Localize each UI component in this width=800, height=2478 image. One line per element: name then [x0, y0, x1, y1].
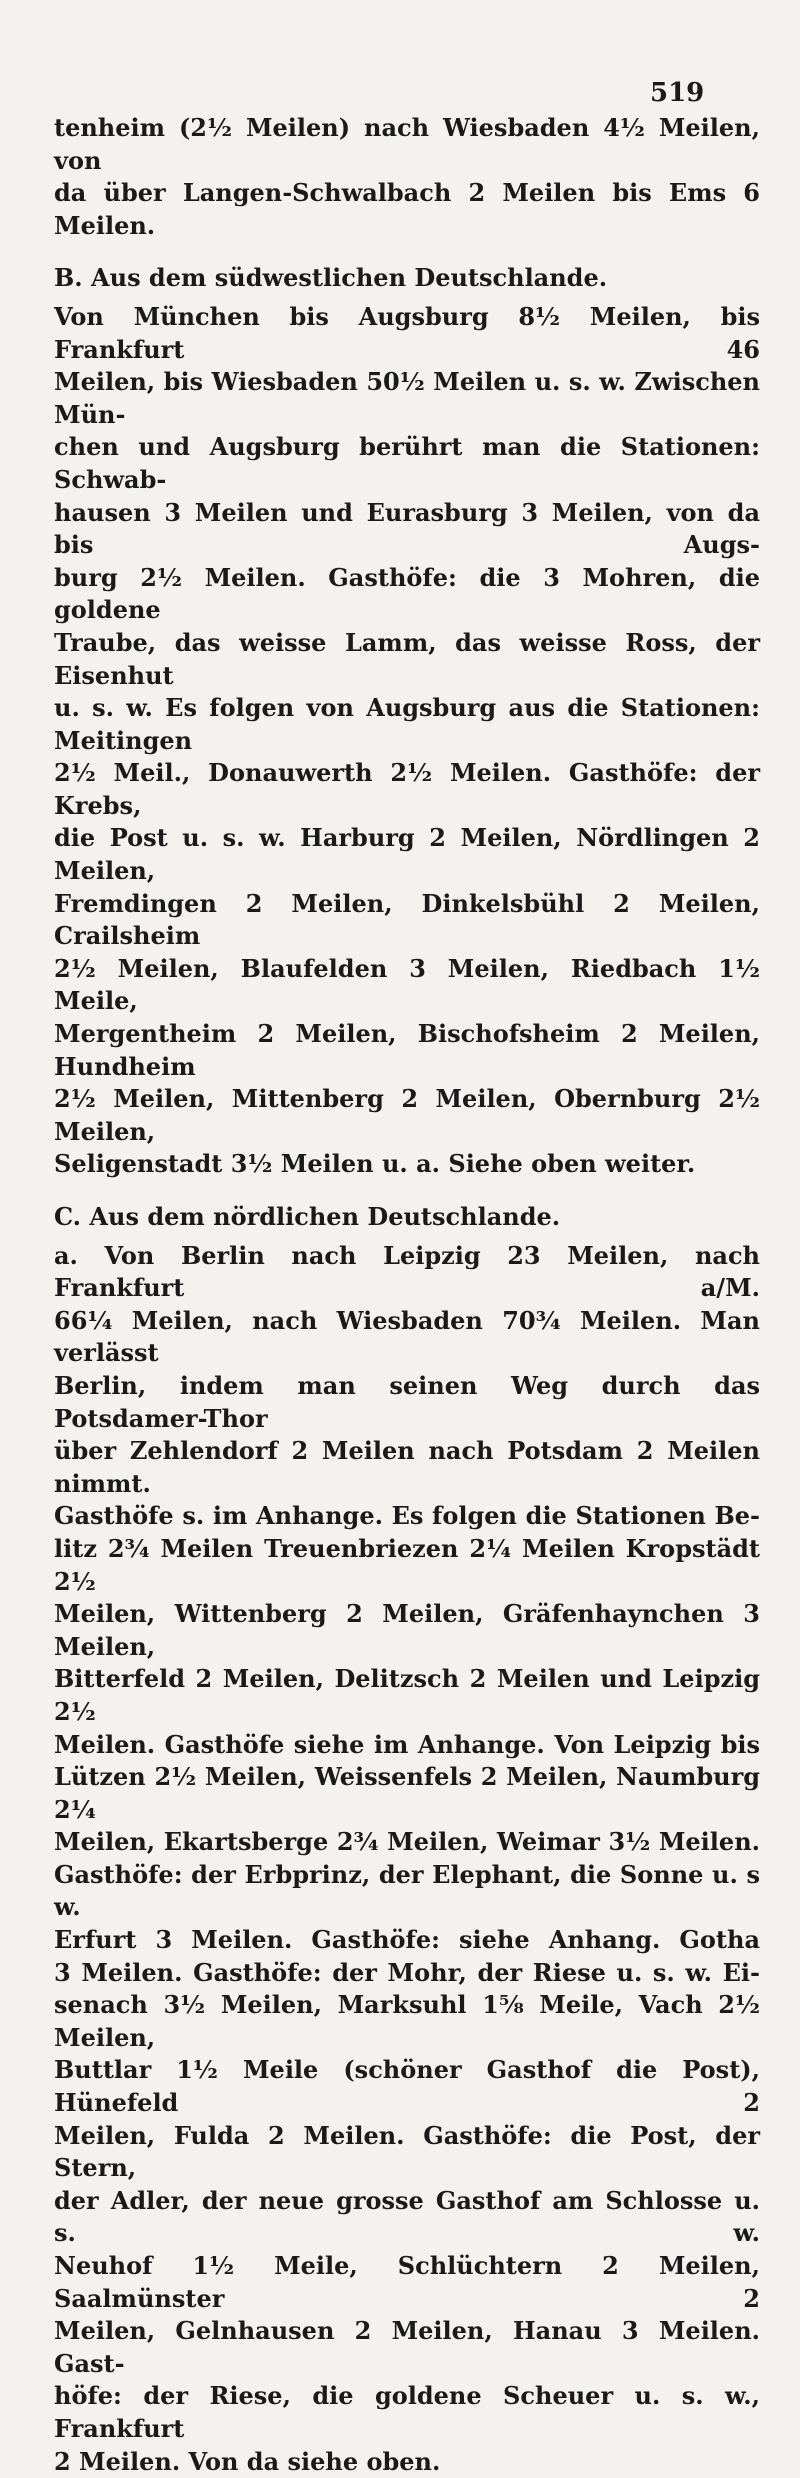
- section-c-line: Meilen, Wittenberg 2 Meilen, Gräfenhaynchen 3 Meilen,: [54, 1599, 760, 1661]
- section-c-line: Bitterfeld 2 Meilen, Delitzsch 2 Meilen und Leipzig 2½: [54, 1664, 760, 1726]
- section-b-line: 2½ Meil., Donauwerth 2½ Meilen. Gasthöfe: der Krebs,: [54, 758, 760, 820]
- intro-line: tenheim (2½ Meilen) nach Wiesbaden 4½ Meilen, von: [54, 113, 760, 175]
- section-c-line: Meilen, Fulda 2 Meilen. Gasthöfe: die Post, der Stern,: [54, 2120, 760, 2183]
- section-c-line: Berlin, indem man seinen Weg durch das Potsdamer-Thor: [54, 1370, 760, 1433]
- spacer: [54, 1181, 760, 1201]
- page-number: 519: [650, 78, 705, 108]
- section-c-line: Erfurt 3 Meilen. Gasthöfe: siehe Anhang. Gotha: [54, 1925, 760, 1955]
- section-c-line: Gasthöfe s. im Anhange. Es folgen die Stationen Be-: [54, 1501, 760, 1531]
- section-c-line: 2 Meilen. Von da siehe oben.: [54, 2446, 441, 2476]
- section-c-line: 66¼ Meilen, nach Wiesbaden 70¾ Meilen. Man verlässt: [54, 1305, 760, 1368]
- section-c-line: Meilen. Gasthöfe siehe im Anhange. Von Leipzig bis: [54, 1729, 760, 1759]
- section-b-line: Meilen, bis Wiesbaden 50½ Meilen u. s. w. Zwischen Mün-: [54, 367, 760, 429]
- section-b-line: Traube, das weisse Lamm, das weisse Ross, der Eisenhut: [54, 627, 760, 690]
- section-c-heading: C. Aus dem nördlichen Deutschlande.: [54, 1202, 561, 1231]
- section-b-line: chen und Augsburg berührt man die Stationen: Schwab-: [54, 432, 760, 494]
- intro-line: da über Langen-Schwalbach 2 Meilen bis Ems 6 Meilen.: [54, 178, 760, 240]
- section-c-line: litz 2¾ Meilen Treuenbriezen 2¼ Meilen Kropstädt 2½: [54, 1533, 760, 1596]
- section-b-heading: B. Aus dem südwestlichen Deutschlande.: [54, 263, 608, 293]
- section-b-line: Fremdingen 2 Meilen, Dinkelsbühl 2 Meilen, Crailsheim: [54, 888, 760, 951]
- spacer: [54, 242, 760, 262]
- section-b-line: die Post u. s. w. Harburg 2 Meilen, Nördlingen 2 Meilen,: [54, 823, 760, 886]
- section-c-line: über Zehlendorf 2 Meilen nach Potsdam 2 Meilen nimmt.: [54, 1436, 760, 1498]
- section-c-line: Gasthöfe: der Erbprinz, der Elephant, die Sonne u. s w.: [54, 1859, 760, 1922]
- section-c-line: Meilen, Ekartsberge 2¾ Meilen, Weimar 3½ Meilen.: [54, 1827, 760, 1857]
- section-c-line: Lützen 2½ Meilen, Weissenfels 2 Meilen, Naumburg 2¼: [54, 1762, 760, 1824]
- section-c-line: höfe: der Riese, die goldene Scheuer u. s. w., Frankfurt: [54, 2381, 760, 2443]
- section-b-line: Von München bis Augsburg 8½ Meilen, bis Frankfurt 46: [54, 301, 760, 364]
- section-c-line: 3 Meilen. Gasthöfe: der Mohr, der Riese u. s. w. Ei-: [54, 1957, 760, 1987]
- section-c-line: Neuhof 1½ Meile, Schlüchtern 2 Meilen, Saalmünster 2: [54, 2251, 760, 2313]
- section-c-line: Buttlar 1½ Meile (schöner Gasthof die Post), Hünefeld 2: [54, 2055, 760, 2118]
- section-b-line: 2½ Meilen, Mittenberg 2 Meilen, Obernburg 2½ Meilen,: [54, 1084, 760, 1146]
- section-c-line: a. Von Berlin nach Leipzig 23 Meilen, nach Frankfurt a/M.: [54, 1240, 760, 1303]
- section-c-line: der Adler, der neue grosse Gasthof am Schlosse u. s. w.: [54, 2185, 760, 2248]
- section-c-line: senach 3½ Meilen, Marksuhl 1⅝ Meile, Vach 2½ Meilen,: [54, 1990, 760, 2052]
- section-b-line: u. s. w. Es folgen von Augsburg aus die Stationen: Meitingen: [54, 693, 760, 755]
- section-c-line: Meilen, Gelnhausen 2 Meilen, Hanau 3 Meilen. Gast-: [54, 2316, 760, 2378]
- section-b-line: 2½ Meilen, Blaufelden 3 Meilen, Riedbach 1½ Meile,: [54, 953, 760, 1016]
- section-b-line: burg 2½ Meilen. Gasthöfe: die 3 Mohren, die goldene: [54, 562, 760, 625]
- section-b-line: Seligenstadt 3½ Meilen u. a. Siehe oben weiter.: [54, 1149, 696, 1179]
- section-b-line: Mergentheim 2 Meilen, Bischofsheim 2 Meilen, Hundheim: [54, 1019, 760, 1081]
- section-b-line: hausen 3 Meilen und Eurasburg 3 Meilen, von da bis Augs-: [54, 497, 760, 560]
- page-text: [54, 112, 760, 2478]
